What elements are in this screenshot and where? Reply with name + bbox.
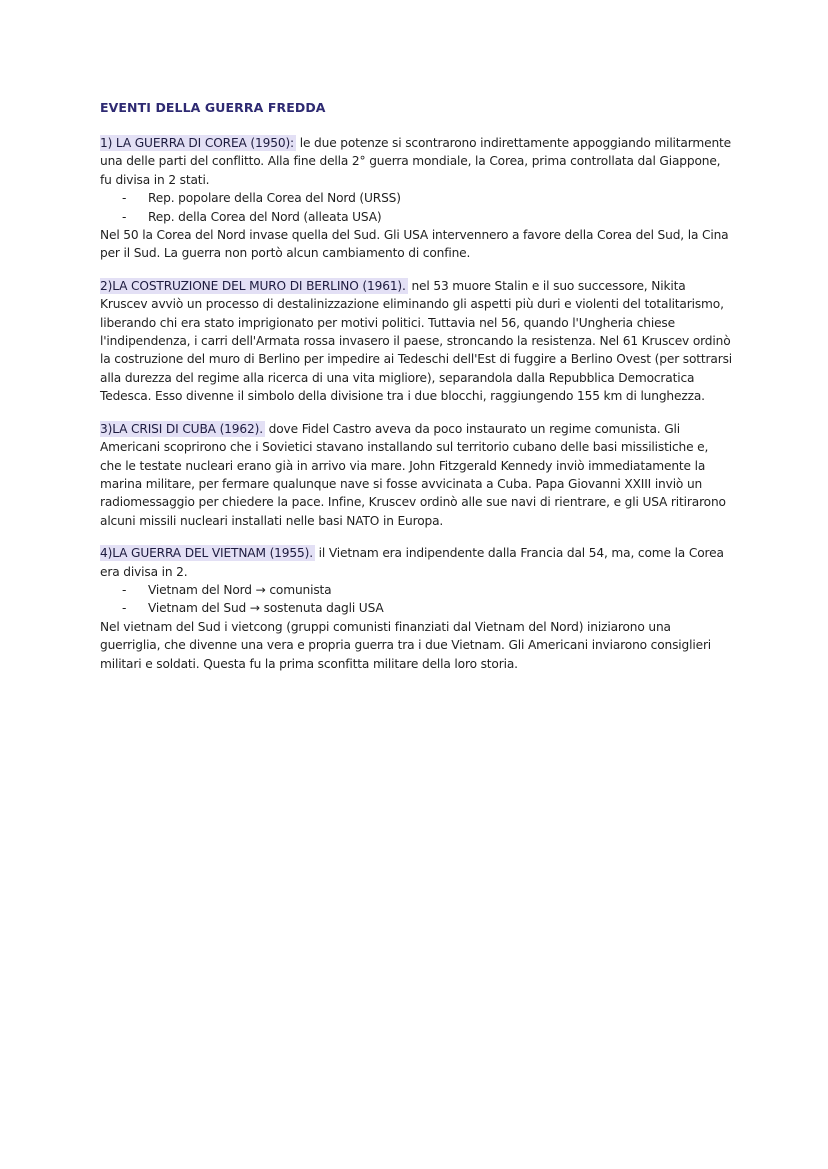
bullet-dash: -: [122, 582, 127, 597]
list-item: [122, 189, 733, 207]
list-item-text: Rep. della Corea del Nord (alleata USA): [148, 209, 382, 224]
section-vietnam-war: [100, 544, 733, 673]
bullet-dash: -: [122, 601, 127, 616]
section-paragraph: [100, 544, 733, 581]
list-item-text: Vietnam del Sud → sostenuta dagli USA: [148, 601, 384, 616]
list-item: [122, 581, 733, 599]
section-text: nel 53 muore Stalin e il suo successore, Nikita Kruscev avviò un processo di destalinizzazione eliminando gli aspetti più duri e violenti del totalitarismo, liberando chi era stato imprigionato per motivi politici. Tuttavia nel 56, quando l'Ungheria chiese l'indipendenza, i carri dell'Armata rossa invasero il paese, stroncando la resistenza. Nel 61 Kruscev ordinò la costruzione del muro di Berlino per impedire ai Tedeschi dell'Est di fuggire a Berlino Ovest (per sottrarsi alla durezza del regime alla ricerca di una vita migliore), separandola dalla Repubblica Democratica Tedesca. Esso divenne il simbolo della divisione tra i due blocchi, raggiungendo 155 km di lunghezza.: [100, 278, 733, 404]
section-cuban-crisis: [100, 420, 733, 530]
section-heading: 3)LA CRISI DI CUBA (1962).: [100, 421, 263, 436]
section-heading: 2)LA COSTRUZIONE DEL MURO DI BERLINO (1961).: [100, 278, 406, 293]
bullet-dash: -: [122, 191, 127, 206]
section-text: Nel 50 la Corea del Nord invase quella del Sud. Gli USA intervennero a favore della Corea del Sud, la Cina per il Sud. La guerra non portò alcun cambiamento di confine.: [100, 228, 729, 261]
section-paragraph: [100, 277, 733, 406]
section-heading: 4)LA GUERRA DEL VIETNAM (1955).: [100, 546, 313, 561]
bullet-dash: -: [122, 209, 127, 224]
section-heading: 1) LA GUERRA DI COREA (1950):: [100, 136, 295, 150]
list-item-text: Rep. popolare della Corea del Nord (URSS): [148, 191, 401, 206]
section-text: dove Fidel Castro aveva da poco instaurato un regime comunista. Gli Americani scoprirono che i Sovietici stavano installando sul territorio cubano delle basi missilistiche e, che le testate nucleari erano già in arrivo via mare. John Fitzgerald Kennedy inviò immediatamente la marina militare, per fermare qualunque nave si fosse avvicinata a Cuba. Papa Giovanni XXIII inviò un radiomessaggio per chiedere la pace. Infine, Kruscev ordinò alle sue navi di rientrare, e gli USA ritirarono alcuni missili nucleari installati nelle basi NATO in Europa.: [100, 421, 726, 528]
list-item: [122, 208, 733, 226]
section-text: Nel vietnam del Sud i vietcong (gruppi comunisti finanziati dal Vietnam del Nord) iniziarono una guerriglia, che divenne una vera e propria guerra tra i due Vietnam. Gli Americani inviarono consiglieri militari e soldati. Questa fu la prima sconfitta militare della loro storia.: [100, 619, 712, 671]
section-text: le due potenze si scontrarono indirettamente appoggiando militarmente una delle parti del conflitto. Alla fine della 2° guerra mondiale, la Corea, prima controllata dal Giappone, fu divisa in 2 stati.: [100, 136, 732, 187]
section-text: il Vietnam era indipendente dalla Francia dal 54, ma, come la Corea era divisa in 2.: [100, 546, 724, 579]
list-item-text: Vietnam del Nord → comunista: [148, 582, 332, 597]
section-paragraph: [100, 134, 733, 189]
section-berlin-wall: [100, 277, 733, 406]
bullet-list: [100, 189, 733, 226]
list-item: [122, 599, 733, 617]
section-korean-war: [100, 134, 733, 263]
bullet-list: [100, 581, 733, 618]
document-title: EVENTI DELLA GUERRA FREDDA: [100, 100, 326, 115]
section-paragraph: [100, 420, 733, 530]
